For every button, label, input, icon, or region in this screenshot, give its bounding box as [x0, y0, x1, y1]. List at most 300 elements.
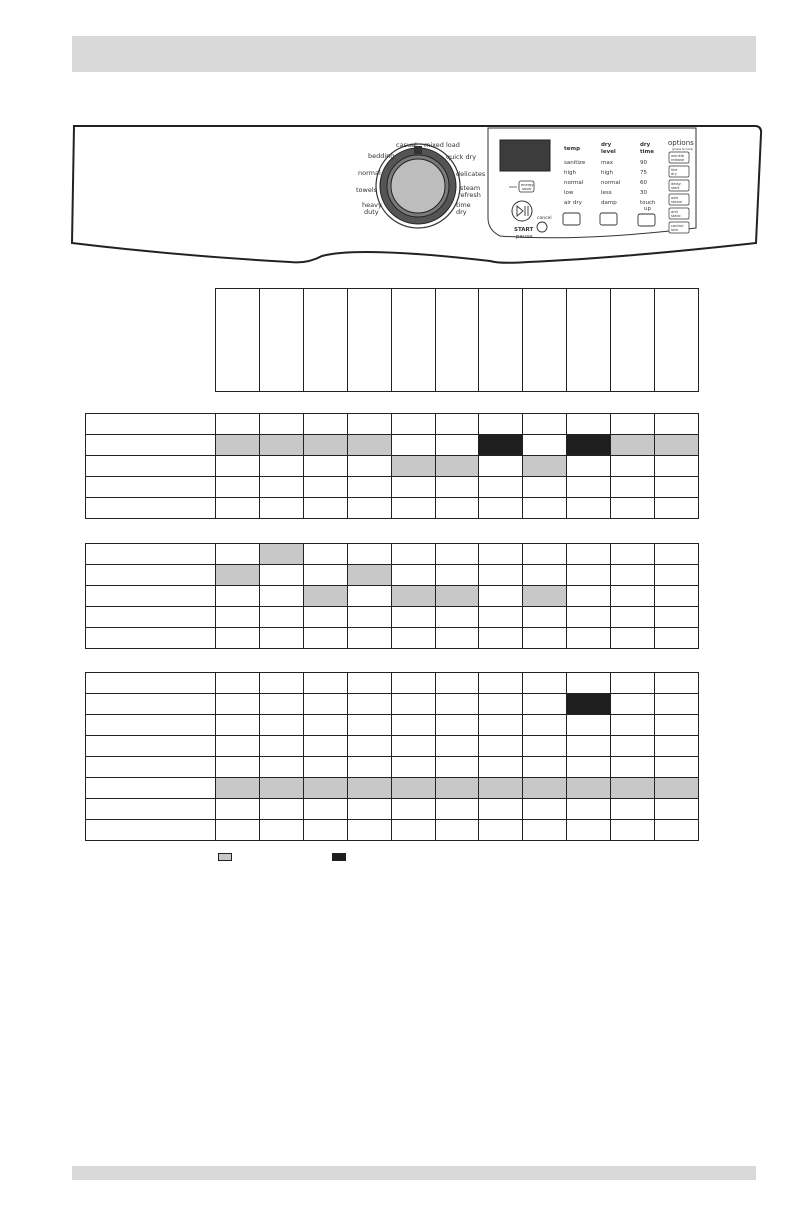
table-cell — [435, 799, 479, 820]
dry-time-header: dry — [640, 142, 651, 148]
table-cell — [216, 673, 260, 694]
temp-option: low — [564, 190, 574, 196]
cancel-button[interactable] — [537, 222, 547, 232]
table-cell — [655, 544, 699, 565]
dry-level-header-2: level — [601, 149, 616, 155]
dry-level-option: normal — [601, 180, 621, 186]
table-row — [86, 586, 699, 607]
table-cell — [303, 456, 347, 477]
table-cell — [391, 799, 435, 820]
table-cell — [655, 607, 699, 628]
option-anti-static-label: anti — [671, 210, 678, 214]
table-cell — [523, 544, 567, 565]
cycle-bedding-label: bedding — [368, 152, 395, 160]
table-cell — [655, 799, 699, 820]
table-cell — [303, 498, 347, 519]
shaded-cell — [391, 778, 435, 799]
option-delay-start-label: delay — [671, 182, 681, 186]
option-anti-static-label-2: static — [671, 214, 681, 218]
table-cell — [259, 694, 303, 715]
dry-level-option: less — [601, 190, 612, 196]
table-row — [86, 799, 699, 820]
header-bar — [72, 36, 756, 72]
table-cell — [523, 820, 567, 841]
table-cell — [611, 498, 655, 519]
table-cell — [655, 694, 699, 715]
table-row — [86, 736, 699, 757]
table-row — [86, 694, 699, 715]
table-cell — [259, 736, 303, 757]
table-cell — [567, 477, 611, 498]
option-delay-start-label-2: start — [671, 186, 680, 190]
table-cell — [391, 673, 435, 694]
table-cell — [347, 694, 391, 715]
table-row — [86, 456, 699, 477]
table-cell — [303, 715, 347, 736]
row-label-cell — [86, 757, 216, 778]
table-cell — [611, 565, 655, 586]
shaded-cell — [611, 778, 655, 799]
table-cell — [523, 414, 567, 435]
table-cell — [523, 498, 567, 519]
temp-button[interactable] — [563, 213, 580, 225]
table-cell — [567, 715, 611, 736]
table-row — [86, 673, 699, 694]
table-cell — [435, 694, 479, 715]
table-cell — [655, 414, 699, 435]
cycle-towels-label: towels — [356, 186, 378, 194]
cycle-casual-label: casual — [396, 141, 417, 149]
energy-saver-label-2: saver — [522, 187, 532, 191]
table-cell — [391, 820, 435, 841]
option-line-dry-label-2: dry — [671, 172, 677, 176]
cycle-heavy-duty-label: heavy — [362, 201, 382, 209]
cycle-column-header — [523, 289, 567, 391]
table-row — [86, 628, 699, 649]
table-cell — [347, 607, 391, 628]
option-control-lock-label: control — [671, 224, 684, 228]
table-cell — [259, 456, 303, 477]
table-cell — [303, 673, 347, 694]
dryer-control-panel — [60, 118, 764, 278]
shaded-cell — [567, 778, 611, 799]
pause-label: pause — [516, 234, 533, 240]
table-cell — [435, 736, 479, 757]
row-label-cell — [86, 799, 216, 820]
table-cell — [347, 477, 391, 498]
table-cell — [611, 820, 655, 841]
table-cell — [347, 628, 391, 649]
table-cell — [435, 544, 479, 565]
shaded-cell — [611, 435, 655, 456]
option-add-steam-label-2: steam — [671, 200, 683, 204]
table-cell — [567, 820, 611, 841]
table-cell — [479, 799, 523, 820]
table-cell — [216, 799, 260, 820]
settings-table-1 — [85, 413, 699, 519]
shaded-cell — [347, 778, 391, 799]
shaded-cell — [303, 586, 347, 607]
cycle-steam-refresh-label: steam — [460, 184, 481, 192]
table-cell — [567, 607, 611, 628]
table-cell — [611, 607, 655, 628]
table-cell — [567, 586, 611, 607]
table-cell — [435, 673, 479, 694]
shaded-cell — [347, 565, 391, 586]
table-cell — [655, 628, 699, 649]
cycle-column-header — [436, 289, 480, 391]
table-cell — [435, 414, 479, 435]
table-cell — [391, 435, 435, 456]
table-cell — [216, 715, 260, 736]
table-cell — [523, 565, 567, 586]
table-cell — [216, 456, 260, 477]
table-cell — [347, 456, 391, 477]
cycle-time-dry-label-2: dry — [456, 208, 467, 216]
table-cell — [611, 757, 655, 778]
table-cell — [655, 477, 699, 498]
table-cell — [216, 544, 260, 565]
table-cell — [567, 736, 611, 757]
table-cell — [567, 456, 611, 477]
table-cell — [347, 414, 391, 435]
table-cell — [259, 715, 303, 736]
table-cell — [523, 477, 567, 498]
table-cell — [567, 498, 611, 519]
row-label-cell — [86, 565, 216, 586]
shaded-cell — [435, 586, 479, 607]
table-cell — [523, 628, 567, 649]
cycle-column-header — [611, 289, 655, 391]
table-row — [86, 565, 699, 586]
table-cell — [479, 414, 523, 435]
cycle-heavy-duty-label-2: duty — [364, 208, 379, 216]
legend-dark-swatch — [332, 853, 346, 861]
table-cell — [259, 820, 303, 841]
cycle-column-header — [655, 289, 698, 391]
table-cell — [391, 477, 435, 498]
cycle-mixed-load-label: mixed load — [424, 141, 460, 149]
dry-level-button[interactable] — [600, 213, 617, 225]
footer-bar — [72, 1166, 756, 1180]
table-cell — [479, 586, 523, 607]
cycle-column-headers — [215, 288, 699, 392]
shaded-cell — [259, 435, 303, 456]
table-cell — [655, 456, 699, 477]
table-cell — [567, 565, 611, 586]
table-cell — [611, 715, 655, 736]
table-cell — [216, 586, 260, 607]
table-cell — [655, 565, 699, 586]
table-cell — [567, 799, 611, 820]
option-add-steam-label: add — [671, 196, 678, 200]
table-row — [86, 820, 699, 841]
row-label-cell — [86, 628, 216, 649]
temp-option: high — [564, 170, 576, 176]
table-cell — [303, 799, 347, 820]
table-cell — [216, 498, 260, 519]
table-cell — [303, 757, 347, 778]
shaded-cell — [259, 544, 303, 565]
table-cell — [611, 414, 655, 435]
table-cell — [259, 565, 303, 586]
table-cell — [216, 477, 260, 498]
table-cell — [259, 586, 303, 607]
table-cell — [655, 673, 699, 694]
settings-table-2 — [85, 543, 699, 649]
table-cell — [655, 820, 699, 841]
table-row — [86, 435, 699, 456]
row-label-cell — [86, 435, 216, 456]
table-cell — [435, 715, 479, 736]
table-cell — [216, 736, 260, 757]
table-cell — [347, 544, 391, 565]
table-cell — [479, 544, 523, 565]
cycle-column-header — [392, 289, 436, 391]
shaded-cell — [435, 778, 479, 799]
shaded-cell — [523, 778, 567, 799]
table-cell — [655, 586, 699, 607]
table-cell — [303, 414, 347, 435]
table-cell — [479, 715, 523, 736]
table-cell — [259, 673, 303, 694]
table-cell — [435, 607, 479, 628]
table-cell — [347, 498, 391, 519]
table-cell — [435, 477, 479, 498]
dry-time-option: 30 — [640, 190, 647, 196]
shaded-cell — [216, 778, 260, 799]
temp-option: normal — [564, 180, 584, 186]
row-label-cell — [86, 715, 216, 736]
table-cell — [303, 694, 347, 715]
table-cell — [567, 628, 611, 649]
table-cell — [391, 757, 435, 778]
table-cell — [216, 607, 260, 628]
table-cell — [611, 628, 655, 649]
table-cell — [611, 694, 655, 715]
table-cell — [259, 799, 303, 820]
dry-level-option: damp — [601, 200, 617, 206]
digital-display — [500, 140, 550, 171]
table-cell — [347, 586, 391, 607]
table-cell — [259, 477, 303, 498]
touch-up-label-2: up — [644, 206, 651, 212]
table-cell — [216, 820, 260, 841]
table-cell — [347, 736, 391, 757]
table-cell — [523, 736, 567, 757]
options-column — [668, 139, 694, 151]
dry-time-header-2: time — [640, 149, 654, 155]
table-cell — [611, 544, 655, 565]
table-cell — [567, 673, 611, 694]
table-cell — [259, 757, 303, 778]
table-cell — [479, 757, 523, 778]
table-cell — [523, 715, 567, 736]
dry-time-option: 75 — [640, 170, 647, 176]
row-label-cell — [86, 456, 216, 477]
table-cell — [391, 694, 435, 715]
row-label-cell — [86, 673, 216, 694]
temp-header: temp — [564, 146, 581, 152]
table-cell — [611, 799, 655, 820]
options-header: options — [668, 139, 694, 147]
energy-saver-label: energy — [521, 183, 534, 187]
option-line-dry-label: line — [671, 168, 678, 172]
dry-time-button[interactable] — [638, 214, 655, 226]
cycle-column-header — [260, 289, 304, 391]
table-cell — [259, 628, 303, 649]
row-label-cell — [86, 414, 216, 435]
cycle-column-header — [479, 289, 523, 391]
cycle-column-header — [348, 289, 392, 391]
table-cell — [303, 565, 347, 586]
row-label-cell — [86, 498, 216, 519]
table-cell — [391, 544, 435, 565]
table-cell — [567, 414, 611, 435]
dry-level-option: high — [601, 170, 613, 176]
shaded-cell — [216, 435, 260, 456]
row-label-cell — [86, 586, 216, 607]
table-cell — [611, 456, 655, 477]
dark-cell — [567, 435, 611, 456]
table-row — [86, 477, 699, 498]
table-cell — [479, 477, 523, 498]
settings-table-3 — [85, 672, 699, 841]
table-cell — [391, 736, 435, 757]
table-cell — [655, 715, 699, 736]
row-label-cell — [86, 694, 216, 715]
table-cell — [391, 498, 435, 519]
table-cell — [216, 757, 260, 778]
table-cell — [479, 607, 523, 628]
table-cell — [347, 799, 391, 820]
dark-cell — [479, 435, 523, 456]
shaded-cell — [391, 586, 435, 607]
table-cell — [303, 820, 347, 841]
dry-time-option: 90 — [640, 160, 647, 166]
table-cell — [303, 477, 347, 498]
dry-time-option: 60 — [640, 180, 647, 186]
shaded-cell — [216, 565, 260, 586]
table-cell — [479, 736, 523, 757]
cycle-column-header — [304, 289, 348, 391]
table-cell — [303, 736, 347, 757]
start-pause-button[interactable] — [512, 201, 532, 221]
table-cell — [655, 757, 699, 778]
start-label: START — [514, 227, 534, 233]
table-cell — [479, 673, 523, 694]
table-cell — [567, 757, 611, 778]
table-cell — [347, 673, 391, 694]
cycle-quick-dry-label: quick dry — [446, 153, 477, 161]
shaded-cell — [523, 456, 567, 477]
option-wrinkle-release-label-2: release — [671, 158, 685, 162]
table-cell — [523, 757, 567, 778]
table-cell — [259, 498, 303, 519]
table-cell — [216, 414, 260, 435]
table-cell — [479, 456, 523, 477]
table-cell — [435, 757, 479, 778]
table-row — [86, 544, 699, 565]
table-row — [86, 414, 699, 435]
option-control-lock-label-2: lock — [671, 228, 679, 232]
cycle-column-header — [216, 289, 260, 391]
table-cell — [611, 736, 655, 757]
option-wrinkle-release-label: wrinkle — [671, 154, 684, 158]
touch-up-label: touch — [640, 200, 656, 206]
table-cell — [216, 628, 260, 649]
table-cell — [391, 607, 435, 628]
shaded-cell — [523, 586, 567, 607]
shaded-cell — [391, 456, 435, 477]
table-row — [86, 715, 699, 736]
cycle-normal-label: normal — [358, 169, 381, 177]
table-cell — [567, 544, 611, 565]
table-cell — [655, 736, 699, 757]
row-label-cell — [86, 607, 216, 628]
table-cell — [391, 565, 435, 586]
table-cell — [391, 715, 435, 736]
table-cell — [347, 715, 391, 736]
cycle-steam-refresh-label-2: refresh — [458, 191, 481, 199]
cancel-label: cancel — [537, 216, 552, 221]
table-cell — [435, 820, 479, 841]
table-cell — [523, 607, 567, 628]
table-cell — [391, 414, 435, 435]
shaded-cell — [435, 456, 479, 477]
shaded-cell — [303, 778, 347, 799]
table-cell — [523, 435, 567, 456]
table-cell — [347, 757, 391, 778]
table-row — [86, 778, 699, 799]
shaded-cell — [655, 435, 699, 456]
table-cell — [479, 694, 523, 715]
table-cell — [479, 820, 523, 841]
table-cell — [611, 586, 655, 607]
options-subheader: (press & hold) — [672, 147, 694, 151]
table-cell — [435, 565, 479, 586]
shaded-cell — [655, 778, 699, 799]
cycle-time-dry-label: time — [456, 201, 471, 209]
table-cell — [611, 477, 655, 498]
temp-option: sanitize — [564, 160, 586, 166]
table-cell — [391, 628, 435, 649]
table-cell — [435, 498, 479, 519]
table-row — [86, 757, 699, 778]
table-row — [86, 498, 699, 519]
table-cell — [523, 694, 567, 715]
table-cell — [523, 799, 567, 820]
table-cell — [655, 498, 699, 519]
row-label-cell — [86, 736, 216, 757]
cycle-column-header — [567, 289, 611, 391]
shaded-cell — [479, 778, 523, 799]
table-cell — [479, 628, 523, 649]
shaded-cell — [303, 435, 347, 456]
table-cell — [347, 820, 391, 841]
table-cell — [303, 607, 347, 628]
shaded-cell — [347, 435, 391, 456]
legend-gray-swatch — [218, 853, 232, 861]
table-cell — [435, 435, 479, 456]
table-cell — [216, 694, 260, 715]
table-cell — [303, 544, 347, 565]
row-label-cell — [86, 820, 216, 841]
row-label-cell — [86, 778, 216, 799]
table-cell — [435, 628, 479, 649]
dry-level-header: dry — [601, 142, 612, 148]
table-cell — [303, 628, 347, 649]
